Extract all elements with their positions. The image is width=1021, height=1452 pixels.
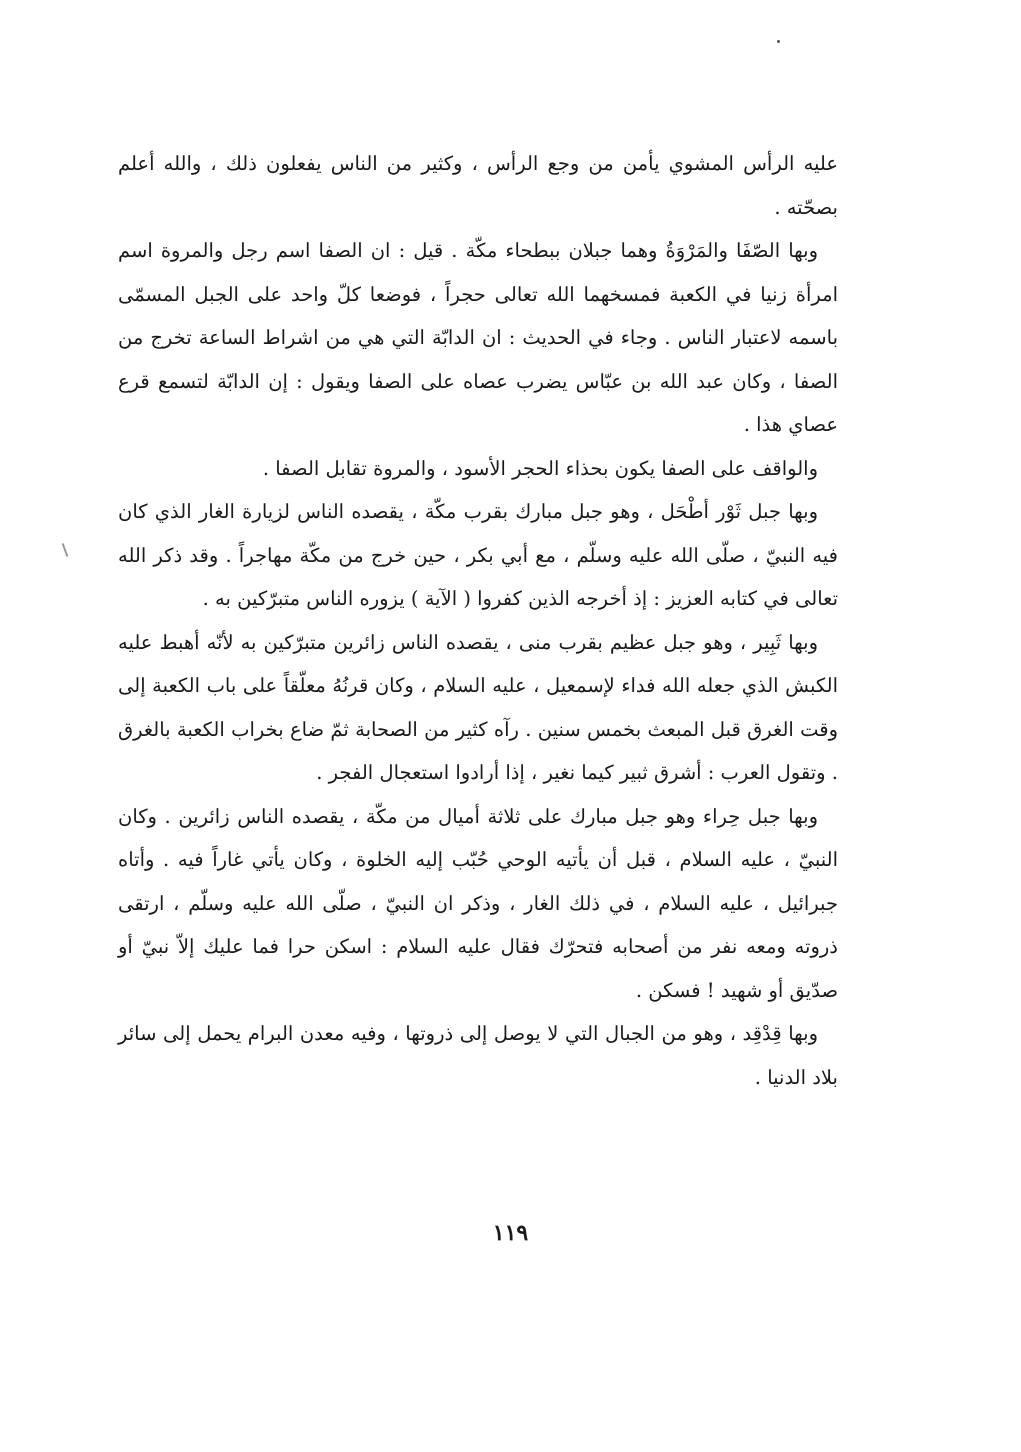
paragraph: والواقف على الصفا يكون بحذاء الحجر الأسود ، والمروة تقابل الصفا . <box>262 456 818 480</box>
paragraph: وبها ثَبِير ، وهو جبل عظيم بقرب منى ، يقصده الناس زائرين متبرّكين به لأنّه أهبط عليه الكبش الذي جعله الله فداء لإسمعيل ، عليه السلام ، وكان قرنُهُ معلّقاً على باب الكعبة إلى وقت الغرق قبل المبعث بخمس سنين . رآه كثير من الصحابة ثمّ ضاع بخراب الكعبة بالغرق . وتقول العرب : أشرق ثبير كيما نغير ، إذا أرادوا استعجال الفجر . <box>118 630 838 784</box>
paragraph: وبها جبل حِراء وهو جبل مبارك على ثلاثة أميال من مكّة ، يقصده الناس زائرين . وكان النبيّ ، عليه السلام ، قبل أن يأتيه الوحي حُبّب إليه الخلوة ، وكان يأتي غاراً فيه . وأتاه جبرائيل ، عليه السلام ، في ذلك الغار ، وذكر ان النبيّ ، صلّى الله عليه وسلّم ، ارتقى ذروته ومعه نفر من أصحابه فتحرّك فقال عليه السلام : اسكن حرا فما عليك إلاّ نبيّ أو صدّيق أو شهيد ! فسكن . <box>118 804 838 1002</box>
page-number: ١١٩ <box>492 1220 529 1246</box>
paragraph: وبها الصّفَا والمَرْوَةُ وهما جبلان ببطحاء مكّة . قيل : ان الصفا اسم رجل والمروة اسم امرأة زنيا في الكعبة فمسخهما الله تعالى حجراً ، فوضعا كلّ واحد على الجبل المسمّى باسمه لاعتبار الناس . وجاء في الحديث : ان الدابّة التي هي من اشراط الساعة تخرج من الصفا ، وكان عبد الله بن عبّاس يضرب عصاه على الصفا ويقول : إن الدابّة لتسمع قرع عصاي هذا . <box>118 239 838 436</box>
body-text <box>118 142 838 1099</box>
paragraph: وبها قِدْقِد ، وهو من الجبال التي لا يوصل إلى ذروتها ، وفيه معدن البرام يحمل إلى سائر بلاد الدنيا . <box>118 1022 838 1089</box>
paragraph: عليه الرأس المشوي يأمن من وجع الرأس ، وكثير من الناس يفعلون ذلك ، والله أعلم بصحّته . <box>118 152 838 219</box>
paragraph: وبها جبل ثَوْر أطْحَل ، وهو جبل مبارك بقرب مكّة ، يقصده الناس لزيارة الغار الذي كان فيه النبيّ ، صلّى الله عليه وسلّم ، مع أبي بكر ، حين خرج من مكّة مهاجراً . وقد ذكر الله تعالى في كتابه العزيز : إذ أخرجه الذين كفروا ( الآية ) يزوره الناس متبرّكين به . <box>118 500 838 610</box>
ink-speck <box>777 40 780 43</box>
margin-mark <box>62 543 69 557</box>
